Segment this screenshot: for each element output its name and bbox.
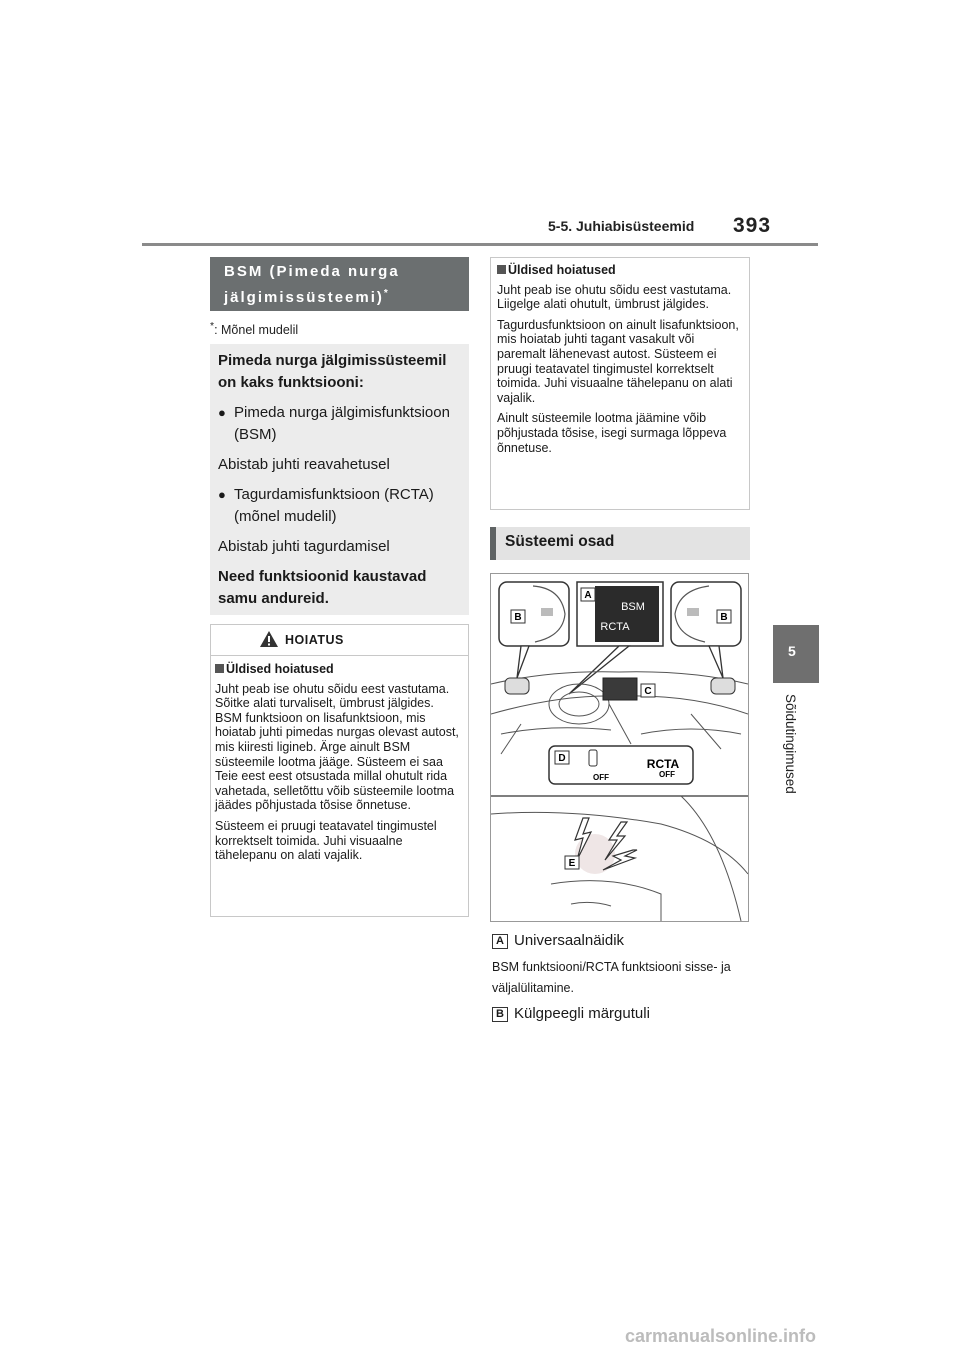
header-rule (142, 243, 818, 246)
warning-box (210, 624, 469, 917)
info-intro: Pimeda nurga jälgimissüsteemil on kaks funktsiooni: (218, 352, 447, 391)
chapter-title: Sõidutingimused (783, 694, 798, 794)
warning-para-1: Juht peab ise ohutu sõidu eest vastutama. Sõitke alati turvaliselt, ümbrust jälgides. BSM funktsioon on lisafunktsioon, mis hoiatab juhti pimedas nurgas olevast autost, mis kiiresti ligineb. Ärge ainult BSM süsteemile lootma jääge. Süsteem ei saa Teie eest eest otsustada millal ohutult rida vahetada, selletõttu võib süsteemile lootma jäädes põhjustada tõsise õnnetuse. (215, 681, 459, 813)
footnote-text: : Mõnel mudelil (214, 323, 299, 338)
label-e: E (568, 858, 576, 869)
legend-b-text: Külgpeegli märgutuli (514, 1005, 650, 1022)
warning-subtitle: Üldised hoiatused (215, 662, 464, 677)
warning-triangle-icon (259, 630, 279, 648)
switch-rcta-text: RCTA (646, 757, 680, 771)
display-bsm-text: BSM (621, 601, 645, 613)
warning-title: HOIATUS (285, 633, 344, 647)
label-a: A (584, 590, 592, 601)
system-components-illustration (490, 573, 749, 922)
switch-rcta-off-text: OFF (659, 770, 675, 779)
switch-off-text: OFF (593, 773, 609, 782)
warning-box-continued (490, 257, 750, 510)
info-desc-2: Abistab juhti tagurdamisel (218, 538, 390, 555)
info-outro: Need funktsioonid kaustavad samu andureid. (218, 568, 427, 607)
warning2-para-2: Tagurdusfunktsioon on ainult lisafunktsioon, mis hoiatab juhti tagant vasakult või paremalt lähenevast autost. Süsteem ei pruugi teatavatel tingimustel korrektselt toimida. Juhi visuaalne tähelepanu on alati vajalik. (497, 317, 739, 405)
info-bullet-2-text: Tagurdamisfunktsioon (RCTA) (mõnel mudelil) (234, 486, 434, 525)
warning-body (211, 656, 468, 863)
info-bullet-2 (218, 484, 461, 528)
section-title-bsm (210, 257, 469, 311)
section-title-line2: jälgimissüsteemi) (224, 289, 384, 306)
bullet-icon: ● (218, 405, 226, 420)
warning-para-2: Süsteem ei pruugi teatavatel tingimustel korrektselt toimida. Juhi visuaalne tähelepanu on alati vajalik. (215, 818, 437, 863)
info-desc-1: Abistab juhti reavahetusel (218, 456, 390, 473)
dashboard-illustration (491, 574, 748, 921)
footnote (210, 321, 298, 337)
info-bullet-1-text: Pimeda nurga jälgimisfunktsioon (BSM) (234, 404, 450, 443)
legend-b-badge: B (492, 1004, 508, 1022)
bullet-icon: ● (218, 487, 226, 502)
warning-header (211, 625, 468, 656)
section-header: 5-5. Juhiabisüsteemid (548, 218, 695, 234)
legend-a-description: BSM funktsiooni/RCTA funktsiooni sisse- ja väljalülitamine. (492, 960, 731, 995)
display-rcta-text: RCTA (600, 621, 630, 633)
switch-panel (549, 746, 693, 784)
label-b-right: B (720, 612, 728, 623)
footnote-mark: * (210, 321, 215, 332)
legend-a-badge: A (492, 931, 508, 949)
section-title-sup: * (383, 288, 390, 299)
info-box (210, 344, 469, 615)
section-title-line1: BSM (Pimeda nurga (224, 263, 400, 280)
page-number: 393 (733, 214, 772, 237)
left-mirror-inset (499, 582, 569, 646)
section-title-components: Süsteemi osad (490, 527, 750, 560)
warning2-para-3: Ainult süsteemile lootma jäämine võib põhjustada tõsise, isegi surmaga lõppeva õnnetuse. (497, 411, 727, 455)
label-b-left: B (514, 612, 522, 623)
square-bullet-icon (497, 265, 506, 274)
watermark: carmanualsonline.info (625, 1326, 817, 1346)
warning2-para-1: Juht peab ise ohutu sõidu eest vastutama. Liigelge alati ohutult, ümbrust jälgides. (497, 282, 732, 312)
label-d: D (558, 753, 566, 764)
label-c: C (644, 686, 652, 697)
legend-a-text: Universaalnäidik (514, 932, 625, 949)
info-bullet-1 (218, 402, 461, 446)
chapter-tab (773, 625, 819, 683)
chapter-number: 5 (788, 643, 796, 659)
square-bullet-icon (215, 664, 224, 673)
warning2-subtitle: Üldised hoiatused (497, 263, 743, 278)
